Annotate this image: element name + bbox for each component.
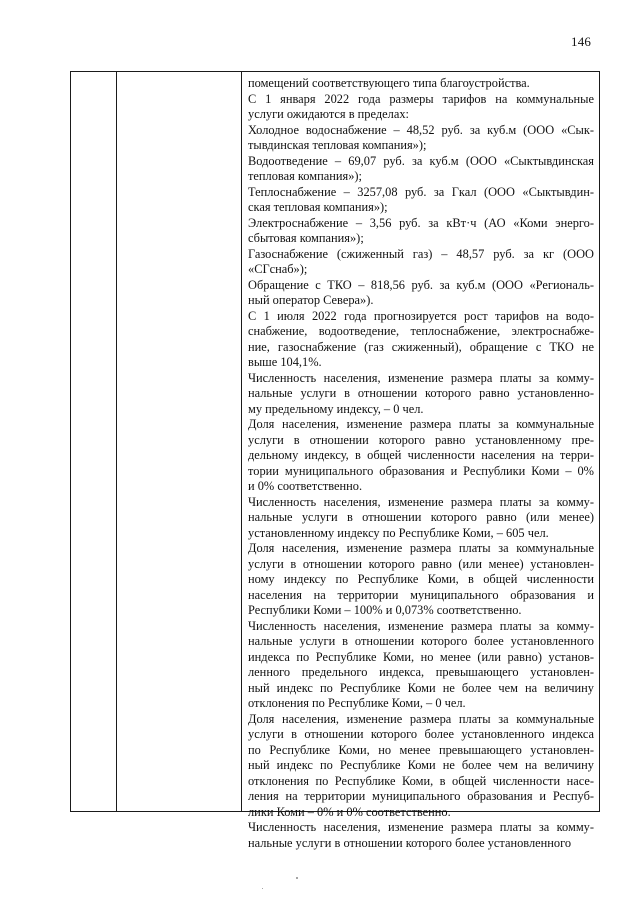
text-line: сбытовая компания»); xyxy=(248,231,364,245)
paragraph xyxy=(248,495,594,542)
text-line: Электроснабжение – 3,56 руб. за кВт·ч (АО «Коми энерго- xyxy=(248,215,594,230)
text-line: отклонения по Республике Коми, – 0 чел. xyxy=(248,696,466,710)
paragraph xyxy=(248,417,594,495)
paragraph xyxy=(248,247,594,278)
text-line: ления на территории муниципального образования и Респуб- xyxy=(248,789,594,803)
text-line: тывдинская тепловая компания»); xyxy=(248,138,427,152)
paragraph xyxy=(248,76,594,92)
paragraph xyxy=(248,185,594,216)
paragraph xyxy=(248,619,594,712)
text-line: нальные услуги в отношении которого равно (или менее) xyxy=(248,510,594,524)
text-line: отклонения по Республике Коми, в общей численности насе- xyxy=(248,773,594,788)
text-line: Доля населения, изменение размера платы за коммунальные xyxy=(248,711,594,726)
text-line: установленному индексу по Республике Коми, – 605 чел. xyxy=(248,525,549,540)
column-divider-2 xyxy=(241,72,242,811)
text-line: Обращение с ТКО – 818,56 руб. за куб.м (ООО «Региональ- xyxy=(248,277,594,292)
text-line: нальные услуги в отношении которого более установленного xyxy=(248,835,572,850)
paragraph xyxy=(248,371,594,418)
text-line: ние, газоснабжение (газ сжиженный), обращение с ТКО не xyxy=(248,339,594,354)
text-line: му предельному индексу, – 0 чел. xyxy=(248,401,424,416)
text-line: С 1 января 2022 года размеры тарифов на коммунальные xyxy=(248,91,594,106)
text-line: Водоотведение – 69,07 руб. за куб.м (ООО «Сыктывдинская xyxy=(248,153,594,168)
text-line: ному индексу по Республике Коми, в общей численности xyxy=(248,572,594,586)
text-line: и 0% соответственно. xyxy=(248,479,363,493)
text-line: индекса по Республике Коми, но менее (или равно) установ- xyxy=(248,649,594,664)
paragraph xyxy=(248,309,594,371)
text-line: дельному индексу, в общей численности населения на терри- xyxy=(248,448,594,462)
text-line: ный индекс по Республике Коми не более чем на величину xyxy=(248,680,594,695)
text-line: ленного предельного индекса, превышающего установлен- xyxy=(248,665,594,679)
column-divider-1 xyxy=(116,72,117,811)
text-line: ный индекс по Республике Коми не более чем на величину xyxy=(248,758,594,772)
text-line: выше 104,1%. xyxy=(248,355,322,369)
text-line: С 1 июля 2022 года прогнозируется рост тарифов на водо- xyxy=(248,308,594,323)
text-line: Численность населения, изменение размера платы за комму- xyxy=(248,820,594,834)
paragraph xyxy=(248,820,594,851)
text-line: тории муниципального образования и Республики Коми – 0% xyxy=(248,463,594,478)
text-line: по Республике Коми, но менее превышающего установлен- xyxy=(248,742,594,757)
text-line: тепловая компания»); xyxy=(248,169,362,183)
paragraph xyxy=(248,154,594,185)
page-number: 146 xyxy=(571,34,592,49)
paragraph xyxy=(248,541,594,619)
text-line: услуги в отношении которого равно (или менее) установлен- xyxy=(248,556,594,571)
text-line: ный оператор Севера»). xyxy=(248,293,374,307)
text-line: Холодное водоснабжение – 48,52 руб. за куб.м (ООО «Сык- xyxy=(248,122,594,137)
text-line: Газоснабжение (сжиженный газ) – 48,57 руб. за кг (ООО xyxy=(248,246,594,261)
text-line: нальные услуги в отношении которого равно установленно- xyxy=(248,386,594,400)
paragraph xyxy=(248,123,594,154)
text-line: лики Коми – 0% и 0% соответственно. xyxy=(248,804,451,819)
paragraph xyxy=(248,712,594,821)
text-line: услуги в отношении которого более установленного индекса xyxy=(248,727,594,741)
text-line: «СГснаб»); xyxy=(248,262,308,276)
text-line: нальные услуги в отношении которого более установленного xyxy=(248,634,594,648)
text-line: Численность населения, изменение размера платы за комму- xyxy=(248,494,594,509)
text-line: ская тепловая компания»); xyxy=(248,200,388,214)
text-line: услуги в отношении которого равно установленному пре- xyxy=(248,432,594,447)
text-line: снабжение, водоотведение, теплоснабжение, электроснабже- xyxy=(248,324,594,338)
text-line: Численность населения, изменение размера платы за комму- xyxy=(248,618,594,633)
scan-speck xyxy=(262,888,263,889)
text-line: Доля населения, изменение размера платы за коммунальные xyxy=(248,541,594,555)
text-line: Доля населения, изменение размера платы за коммунальные xyxy=(248,417,594,431)
text-line: помещений соответствующего типа благоустройства. xyxy=(248,76,530,90)
text-line: Республики Коми – 100% и 0,073% соответственно. xyxy=(248,603,522,617)
document-table xyxy=(70,71,600,850)
text-line: услуги ожидаются в пределах: xyxy=(248,107,409,121)
table-cell-text xyxy=(248,76,594,851)
paragraph xyxy=(248,92,594,123)
text-line: Теплоснабжение – 3257,08 руб. за Гкал (ООО «Сыктывдин- xyxy=(248,184,594,199)
text-line: населения на территории муниципального образования и xyxy=(248,587,594,602)
scan-speck xyxy=(296,877,298,879)
text-line: Численность населения, изменение размера платы за комму- xyxy=(248,370,594,385)
paragraph xyxy=(248,278,594,309)
paragraph xyxy=(248,216,594,247)
